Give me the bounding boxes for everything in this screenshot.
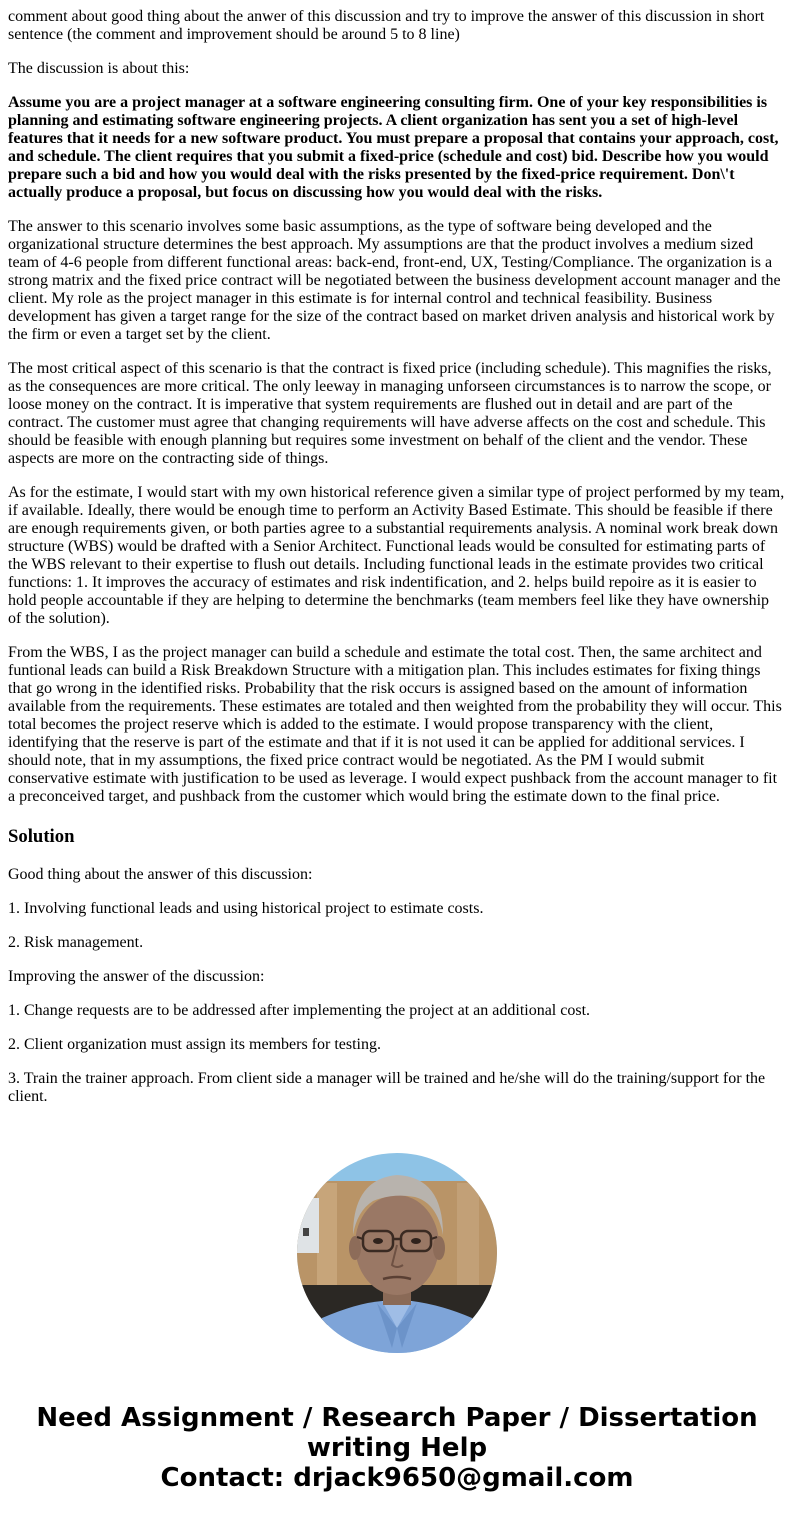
instruction-text: comment about good thing about the anwer of this discussion and try to improve the answer of this discussion in short sentence (the comment and improvement should be around 5 to 8 line)	[8, 8, 765, 43]
improve-point-3: 3. Train the trainer approach. From client side a manager will be trained and he/she will do the training/support for the client.	[8, 1070, 766, 1105]
answer-paragraph-2: The most critical aspect of this scenario is that the contract is fixed price (including schedule). This magnifies the risks, as the consequences are more critical. The only leeway in managing unforseen circumstances is to narrow the scope, or loose money on the contract. It is imperative that system requirements are flushed out in detail and are part of the contract. The customer must agree that changing requirements will have adverse affects on the cost and schedule. This should be feasible with enough planning but requires some investment on behalf of the client and the vendor. These aspects are more on the contracting side of things.	[8, 360, 772, 467]
author-avatar	[297, 1153, 497, 1353]
promo-line-2: writing Help	[306, 1433, 488, 1463]
improve-point-2: 2. Client organization must assign its members for testing.	[8, 1036, 381, 1053]
improve-point-1: 1. Change requests are to be addressed after implementing the project at an additional cost.	[8, 1002, 591, 1019]
answer-paragraph-3: As for the estimate, I would start with my own historical reference given a similar type of project performed by my team, if available. Ideally, there would be enough time to perform an Activity Based Estimate. This should be feasible if there are enough requirements given, or both parties agree to a substantial requirements analysis. A nominal work break down structure (WBS) would be drafted with a Senior Architect. Functional leads would be consulted for estimating parts of the WBS relevant to their expertise to flush out details. Including functional leads in the estimate provides two critical functions: 1. It improves the accuracy of estimates and risk indentification, and 2. helps build repoire as it is easier to hold people accountable if they are helping to determine the benchmarks (team members feel like they have ownership of the solution).	[8, 484, 785, 627]
answer-paragraph-1: The answer to this scenario involves some basic assumptions, as the type of software being developed and the organizational structure determines the best approach. My assumptions are that the product involves a medium sized team of 4-6 people from different functional areas: back-end, front-end, UX, Testing/Compliance. The organization is a strong matrix and the fixed price contract will be negotiated between the business development account manager and the client. My role as the project manager in this estimate is for internal control and technical feasibility. Business development has given a target range for the size of the contract based on market driven analysis and historical work by the firm or even a target set by the client.	[8, 218, 781, 343]
good-point-2: 2. Risk management.	[8, 934, 144, 951]
promo-contact: Contact: drjack9650@gmail.com	[160, 1463, 634, 1493]
good-point-1: 1. Involving functional leads and using historical project to estimate costs.	[8, 900, 484, 917]
discussion-intro: The discussion is about this:	[8, 60, 190, 77]
discussion-question: Assume you are a project manager at a software engineering consulting firm. One of your key responsibilities is planning and estimating software engineering projects. A client organization has sent you a set of high-level features that it needs for a new software product. You must prepare a proposal that contains your approach, cost, and schedule. The client requires that you submit a fixed-price (schedule and cost) bid. Describe how you would prepare such a bid and how you would deal with the risks presented by the fixed-price requirement. Don\'t actually produce a proposal, but focus on discussing how you would deal with the risks.	[8, 94, 779, 201]
solution-heading: Solution	[8, 826, 75, 847]
promo-line-1: Need Assignment / Research Paper / Dissertation	[36, 1403, 758, 1433]
person-photo-icon	[297, 1153, 497, 1353]
promo-banner	[0, 1403, 794, 1493]
good-points-intro: Good thing about the answer of this discussion:	[8, 866, 313, 883]
answer-paragraph-4: From the WBS, I as the project manager can build a schedule and estimate the total cost. Then, the same architect and funtional leads can build a Risk Breakdown Structure with a mitigation plan. This includes estimates for fixing things that go wrong in the identified risks. Probability that the risk occurs is assigned based on the amount of information available from the requirements. These estimates are totaled and then weighted from the probability they will occur. This total becomes the project reserve which is added to the estimate. I would propose transparency with the client, identifying that the reserve is part of the estimate and that if it is not used it can be applied for additional services. I should note, that in my assumptions, the fixed price contract would be negotiated. As the PM I would submit conservative estimate with justification to be used as leverage. I would expect pushback from the account manager to fit a preconceived target, and pushback from the customer which would bring the estimate down to the final price.	[8, 644, 782, 805]
improve-points-intro: Improving the answer of the discussion:	[8, 968, 265, 985]
